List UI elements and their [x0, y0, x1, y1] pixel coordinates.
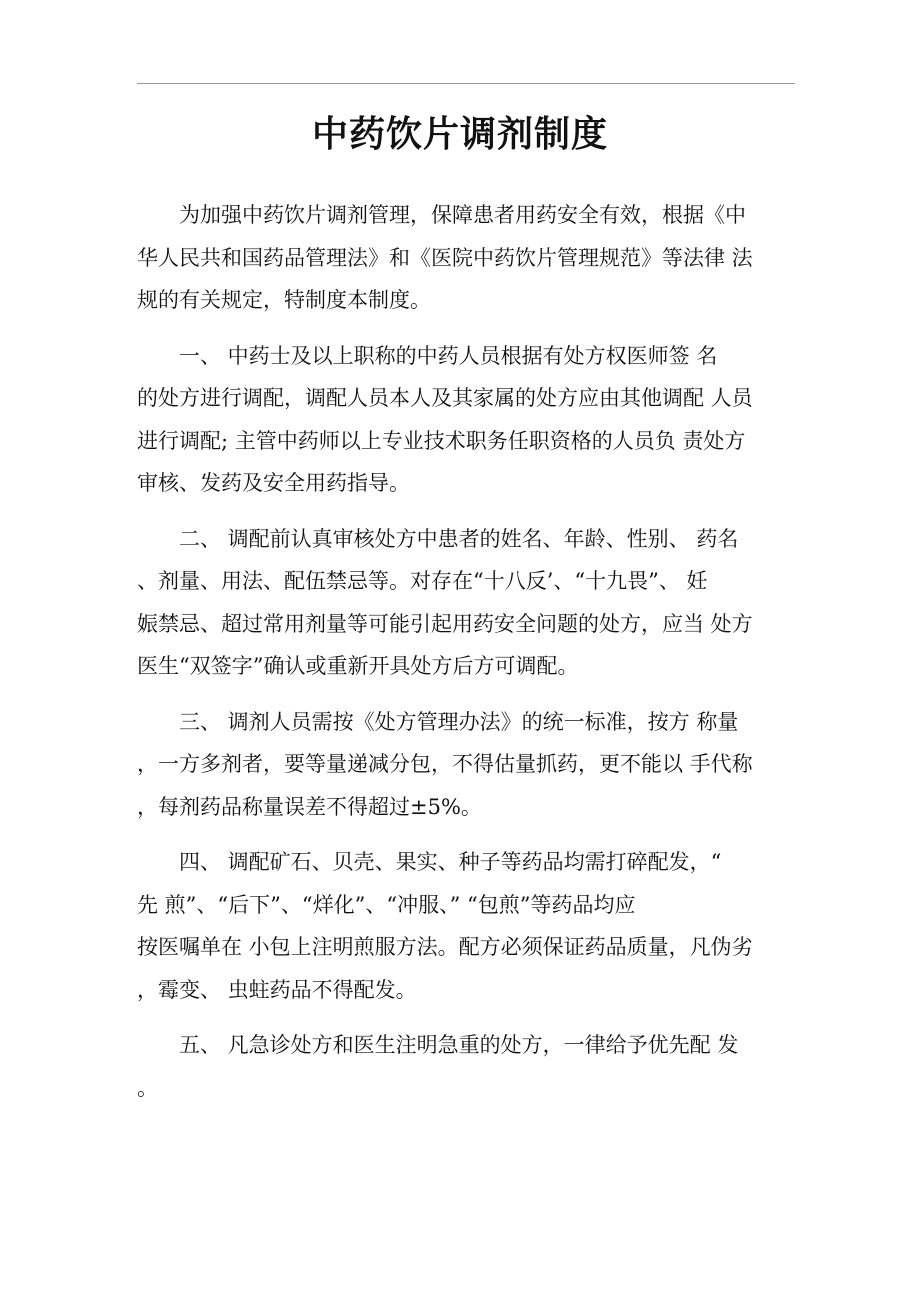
- text-line: 规的有关规定，特制度本制度。: [137, 288, 431, 312]
- paragraph-intro: [137, 194, 795, 322]
- paragraph-item-5: [137, 1024, 795, 1109]
- text-line: 二、 调配前认真审核处方中患者的姓名、年龄、性别、 药名: [179, 526, 739, 551]
- text-line: ，每剂药品称量误差不得超过±5%。: [137, 794, 482, 819]
- paragraph-item-2: [137, 518, 795, 688]
- paragraph-item-3: [137, 701, 795, 829]
- text-line: 为加强中药饮片调剂管理，保障患者用药安全有效，根据《中: [179, 203, 746, 227]
- text-line: 四、 调配矿石、贝壳、果实、种子等药品均需打碎配发，“: [179, 850, 722, 874]
- text-line: 五、 凡急诊处方和医生注明急重的处方，一律给予优先配 发: [179, 1033, 739, 1057]
- text-line: 。: [137, 1075, 158, 1100]
- paragraph-item-1: [137, 335, 795, 505]
- text-line: 一、 中药士及以上职称的中药人员根据有处方权医师签 名: [179, 343, 718, 368]
- text-line: ，一方多剂者，要等量递减分包，不得估量抓药，更不能以 手代称: [137, 752, 753, 776]
- text-line: 华人民共和国药品管理法》和《医院中药饮片管理规范》等法律 法: [137, 245, 753, 270]
- text-line: 医生“双签字”确认或重新开具处方后方可调配。: [137, 654, 579, 678]
- text-line: 审核、发药及安全用药指导。: [137, 471, 410, 495]
- document-title: 中药饮片调剂制度: [311, 114, 608, 156]
- text-line: 按医嘱单在 小包上注明煎服方法。配方必须保证药品质量，凡伪劣: [137, 935, 753, 959]
- text-line: 进行调配; 主管中药师以上专业技术职务任职资格的人员负 责处方: [137, 428, 746, 453]
- text-line: 、剂量、用法、配伍禁忌等。对存在“十八反’、“十九畏”、 妊: [137, 569, 708, 593]
- text-line: 三、 调剂人员需按《处方管理办法》的统一标准，按方 称量: [179, 709, 739, 734]
- paragraph-item-4: [137, 841, 795, 1011]
- document-body: [137, 194, 795, 1122]
- header-rule: [137, 83, 795, 84]
- text-line: 娠禁忌、超过常用剂量等可能引起用药安全问题的处方，应当 处方: [137, 611, 753, 636]
- text-line: 先 煎”、“后下”、“烊化”、“冲服、” “包煎”等药品均应: [137, 892, 636, 917]
- text-line: 的处方进行调配，调配人员本人及其家属的处方应由其他调配 人员: [137, 386, 753, 410]
- text-line: ，霉变、 虫蛀药品不得配发。: [137, 977, 417, 1002]
